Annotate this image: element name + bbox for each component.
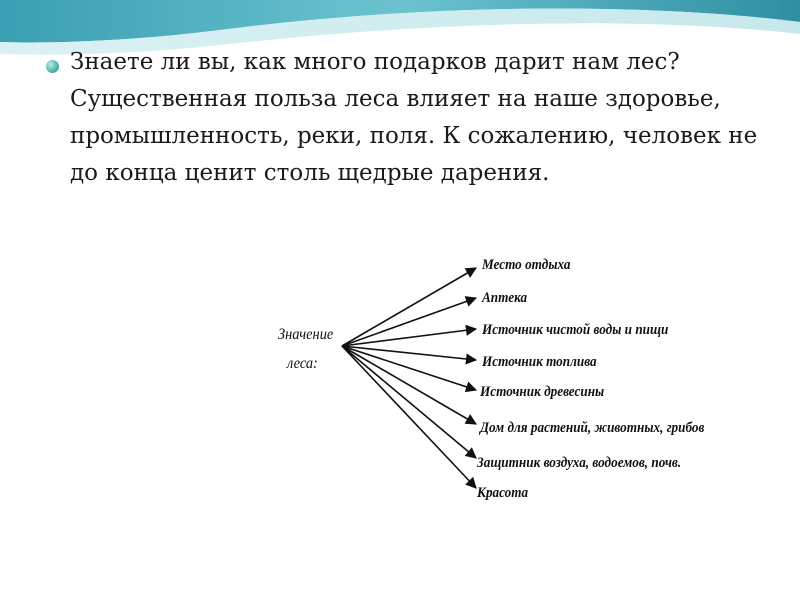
branch-label-2: Аптека <box>482 290 528 306</box>
root-line-1: Значение <box>278 326 334 343</box>
bullet-icon <box>46 60 59 73</box>
arrow-3 <box>342 329 476 346</box>
slide-paragraph: Знаете ли вы, как много подарков дарит нам лес? Существенная польза леса влияет на наше здоровье, промышленность, реки, поля. К сожалению, человек не до конца ценит столь щедрые дарения. <box>70 49 758 186</box>
arrow-7 <box>342 346 476 458</box>
branch-label-1: Место отдыха <box>482 257 571 273</box>
branch-label-7: Защитник воздуха, водоемов, почв. <box>477 455 682 471</box>
diagram-root-label <box>278 320 333 378</box>
branch-label-4: Источник топлива <box>482 354 597 370</box>
branch-label-6: Дом для растений, животных, грибов <box>480 420 705 436</box>
branch-label-3: Источник чистой воды и пищи <box>482 322 669 338</box>
arrow-2 <box>342 298 476 346</box>
root-line-2: леса: <box>287 355 318 372</box>
branch-label-8: Красота <box>477 485 529 501</box>
forest-value-diagram <box>272 236 732 516</box>
branch-label-5: Источник древесины <box>480 384 605 400</box>
diagram-arrows <box>272 236 732 516</box>
arrow-1 <box>342 268 476 346</box>
